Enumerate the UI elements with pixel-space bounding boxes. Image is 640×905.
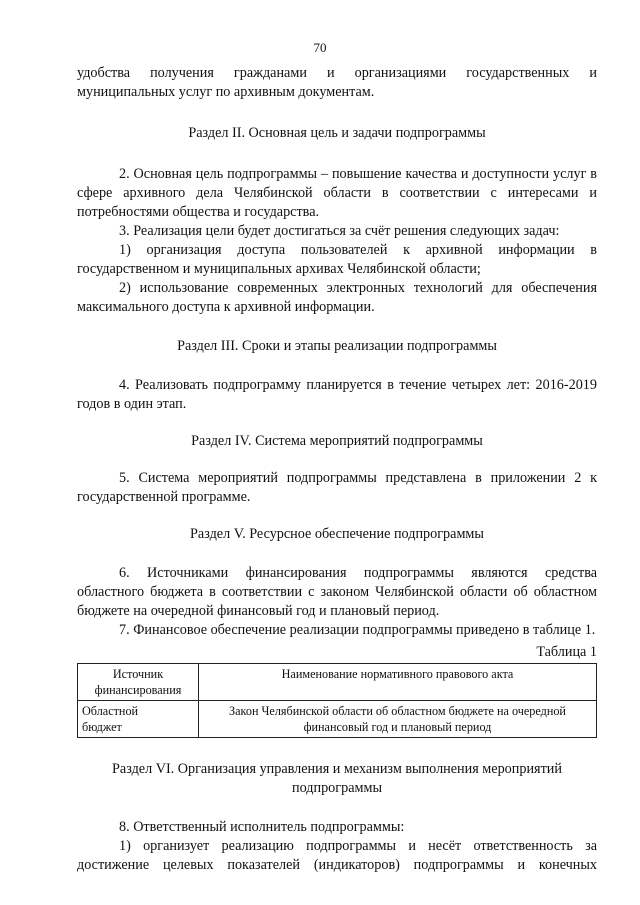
- row-source-cell: [78, 701, 199, 738]
- section-3-heading: Раздел III. Сроки и этапы реализации подпрограммы: [177, 338, 497, 354]
- row-source-line2: бюджет: [82, 720, 122, 734]
- paragraph-5: 5. Система мероприятий подпрограммы представлена в приложении 2 к государственной программе.: [77, 470, 597, 505]
- paragraph-8: 8. Ответственный исполнитель подпрограммы:: [119, 819, 405, 835]
- section-6-heading-line1: Раздел VI. Организация управления и механизм выполнения мероприятий: [112, 761, 562, 777]
- section-4-heading: Раздел IV. Система мероприятий подпрограммы: [191, 433, 483, 449]
- row-act-cell: Закон Челябинской области об областном бюджете на очередной финансовый год и плановый период: [199, 701, 597, 738]
- paragraph-3: 3. Реализация цели будет достигаться за счёт решения следующих задач:: [119, 223, 560, 239]
- row-source-line1: Областной: [82, 704, 139, 718]
- header-source-line2: финансирования: [94, 683, 182, 697]
- paragraph-6: 6. Источниками финансирования подпрограммы являются средства областного бюджета в соответствии с законом Челябинской области об областном бюджете на очередной финансовый год и плановый период.: [77, 565, 597, 619]
- header-source-cell: [78, 664, 199, 701]
- paragraph-3-item-2: 2) использование современных электронных технологий для обеспечения максимального доступа к архивной информации.: [77, 280, 597, 315]
- paragraph-2: 2. Основная цель подпрограммы – повышение качества и доступности услуг в сфере архивного дела Челябинской области в соответствии с интересами и потребностями общества и государства.: [77, 166, 597, 220]
- section-6-heading-line2: подпрограммы: [292, 780, 382, 796]
- paragraph-3-item-1: 1) организация доступа пользователей к архивной информации в государственном и муниципальных архивах Челябинской области;: [77, 242, 597, 277]
- financing-table: [77, 663, 597, 738]
- page-content: [77, 64, 597, 875]
- table-header-row: [78, 664, 597, 701]
- header-source-line1: Источник: [112, 667, 164, 681]
- paragraph-4: 4. Реализовать подпрограмму планируется в течение четырех лет: 2016-2019 годов в один этап.: [77, 377, 597, 412]
- table-row: [78, 701, 597, 738]
- paragraph-continuation: удобства получения гражданами и организациями государственных и муниципальных услуг по архивным документам.: [77, 65, 597, 100]
- page-number: 70: [313, 40, 327, 55]
- paragraph-7: 7. Финансовое обеспечение реализации подпрограммы приведено в таблице 1.: [119, 622, 596, 638]
- paragraph-8-item-1: 1) организует реализацию подпрограммы и несёт ответственность за достижение целевых показателей (индикаторов) подпрограммы и конечных: [77, 838, 597, 873]
- section-2-heading: Раздел II. Основная цель и задачи подпрограммы: [188, 125, 486, 141]
- header-act-cell: Наименование нормативного правового акта: [199, 664, 597, 701]
- section-5-heading: Раздел V. Ресурсное обеспечение подпрограммы: [190, 526, 484, 542]
- table-caption: Таблица 1: [536, 644, 597, 660]
